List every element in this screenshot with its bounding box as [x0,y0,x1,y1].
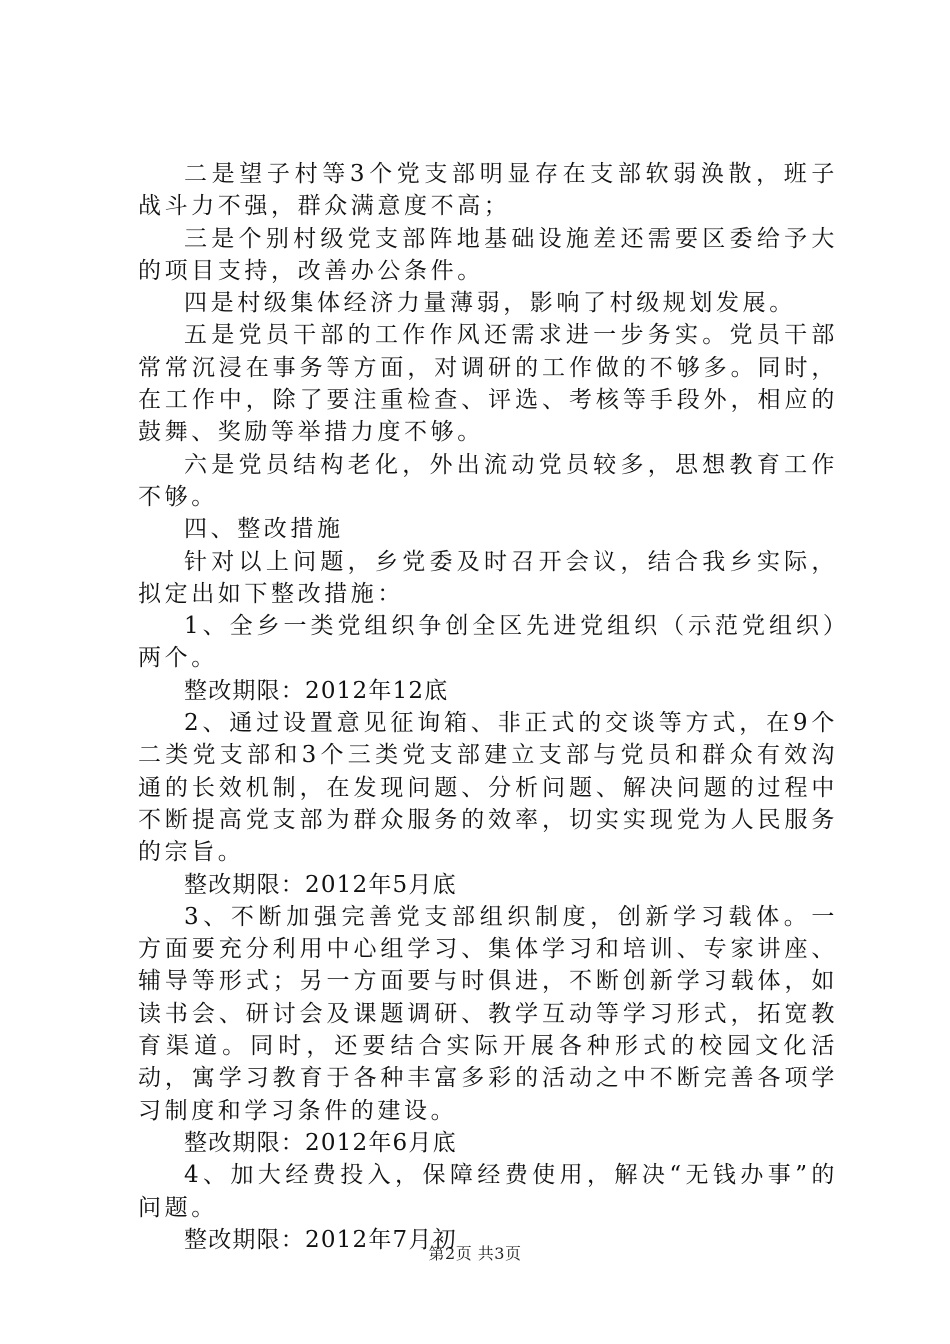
paragraph-measure-2: 2、通过设置意见征询箱、非正式的交谈等方式，在9个二类党支部和3个三类党支部建立支部与党员和群众有效沟通的长效机制，在发现问题、分析问题、解决问题的过程中不断提高党支部为群众服务的效率，切实实现党为人民服务的宗旨。 [138,710,838,866]
paragraph-measure-3: 3、不断加强完善党支部组织制度，创新学习载体。一方面要充分利用中心组学习、集体学习和培训、专家讲座、辅导等形式；另一方面要与时俱进，不断创新学习载体，如读书会、研讨会及课题调研、教学互动等学习形式，拓宽教育渠道。同时，还要结合实际开展各种形式的校园文化活动，寓学习教育于各种丰富多彩的活动之中不断完善各项学习制度和学习条件的建设。 [138,903,838,1124]
paragraph-issue-4: 四是村级集体经济力量薄弱，影响了村级规划发展。 [184,290,796,317]
deadline-measure-1: 整改期限：2012年12底 [184,677,449,704]
deadline-measure-2: 整改期限：2012年5月底 [184,871,457,898]
paragraph-intro: 针对以上问题，乡党委及时召开会议，结合我乡实际，拟定出如下整改措施： [138,548,838,607]
paragraph-measure-4: 4、加大经费投入，保障经费使用，解决“无钱办事”的问题。 [138,1162,838,1221]
page-number-footer: 第2页 共3页 [428,1244,522,1263]
paragraph-issue-3: 三是个别村级党支部阵地基础设施差还需要区委给予大的项目支持，改善办公条件。 [138,225,838,284]
paragraph-issue-5: 五是党员干部的工作作风还需求进一步务实。党员干部常常沉浸在事务等方面，对调研的工作做的不够多。同时，在工作中，除了要注重检查、评选、考核等手段外，相应的鼓舞、奖励等举措力度不够。 [138,322,838,446]
deadline-measure-3: 整改期限：2012年6月底 [184,1129,457,1156]
document-body [138,158,838,1256]
paragraph-issue-2: 二是望子村等3个党支部明显存在支部软弱涣散，班子战斗力不强，群众满意度不高； [138,161,838,220]
section-heading: 四、整改措施 [184,516,344,543]
paragraph-measure-1: 1、全乡一类党组织争创全区先进党组织（示范党组织）两个。 [138,613,838,672]
paragraph-issue-6: 六是党员结构老化，外出流动党员较多，思想教育工作不够。 [138,451,838,510]
deadline-measure-4: 整改期限：2012年7月初 [184,1226,457,1253]
